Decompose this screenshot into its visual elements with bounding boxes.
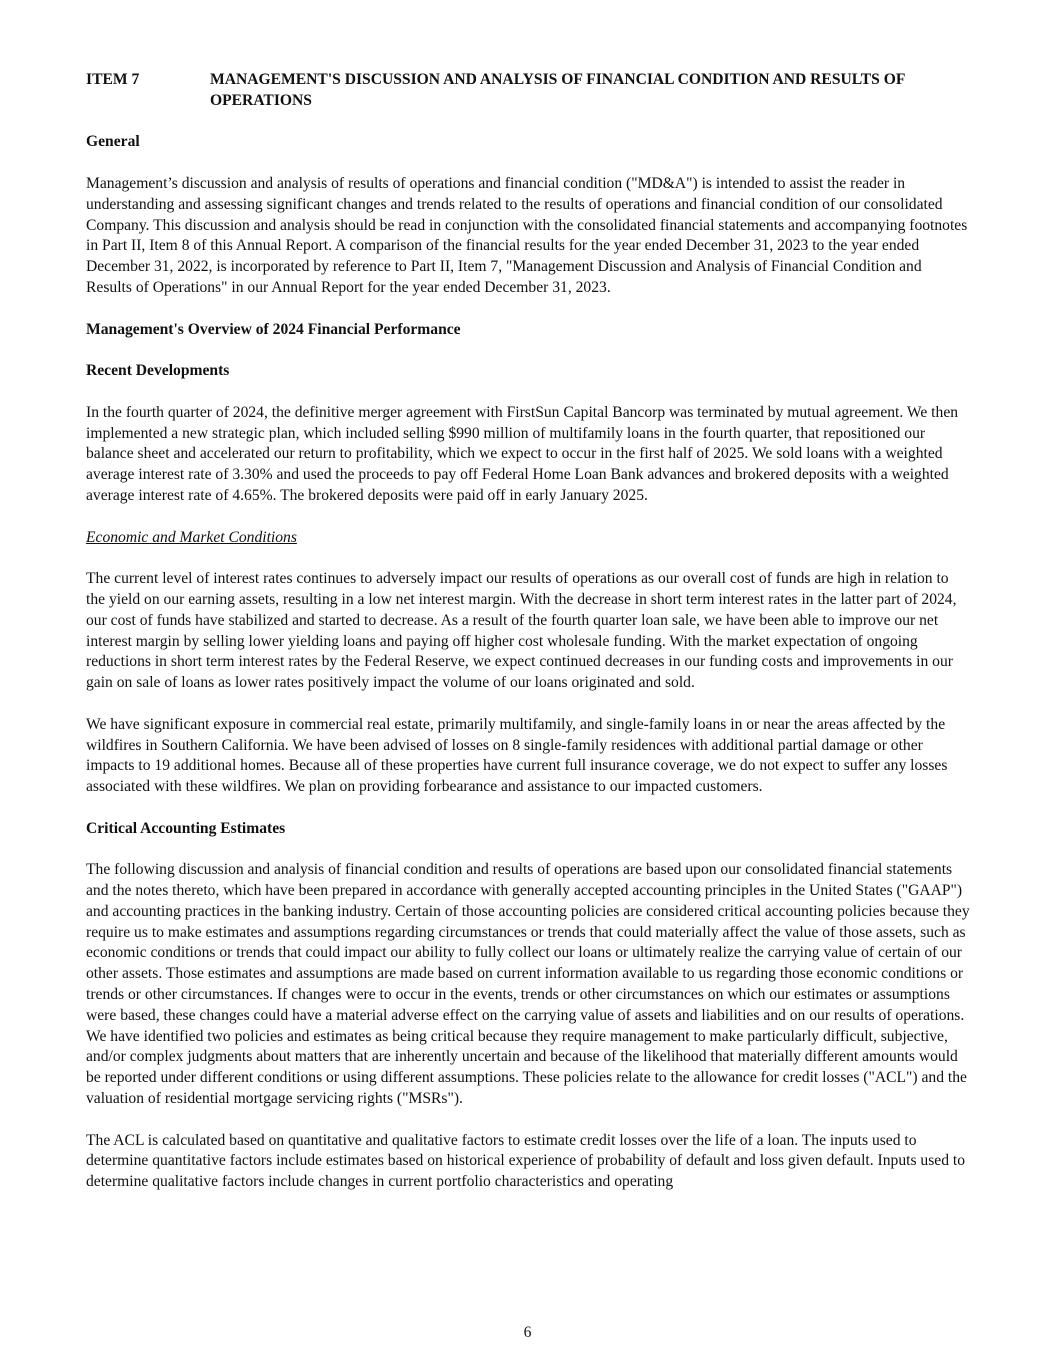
economic-conditions-paragraph-2: We have significant exposure in commercial real estate, primarily multifamily, and single-family loans in or near the areas affected by the wildfires in Southern California. We have been advised of losses on 8 single-family residences with additional partial damage or other impacts to 19 additional homes. Because all of these properties have current full insurance coverage, we do not expect to suffer any losses associated with these wildfires. We plan on providing forbearance and assistance to our impacted customers. [86,715,948,796]
general-paragraph: Management’s discussion and analysis of results of operations and financial condition ("MD&A") is intended to assist the reader in understanding and assessing significant changes and trends related to the results of operations and financial condition of our consolidated Company. This discussion and analysis should be read in conjunction with the consolidated financial statements and accompanying footnotes in Part II, Item 8 of this Annual Report. A comparison of the financial results for the year ended December 31, 2023 to the year ended December 31, 2022, is incorporated by reference to Part II, Item 7, "Management Discussion and Analysis of Financial Condition and Results of Operations" in our Annual Report for the year ended December 31, 2023. [86,174,968,296]
item-heading [86,70,971,112]
recent-developments-heading: Recent Developments [86,362,230,380]
item-number: ITEM 7 [86,71,140,88]
overview-heading: Management's Overview of 2024 Financial Performance [86,320,461,338]
document-page [86,70,971,1193]
general-heading: General [86,133,140,151]
critical-accounting-paragraph-2: The ACL is calculated based on quantitative and qualitative factors to estimate credit losses over the life of a loan. The inputs used to determine quantitative factors include estimates based on historical experience of probability of default and loss given default. Inputs used to determine qualitative factors include changes in current portfolio characteristics and operating [86,1131,966,1191]
item-title: MANAGEMENT'S DISCUSSION AND ANALYSIS OF FINANCIAL CONDITION AND RESULTS OF OPERATIONS [210,71,905,109]
economic-conditions-paragraph-1: The current level of interest rates continues to adversely impact our results of operations as our overall cost of funds are high in relation to the yield on our earning assets, resulting in a low net interest margin. With the decrease in short term interest rates in the latter part of 2024, our cost of funds have stabilized and started to decrease. As a result of the fourth quarter loan sale, we have been able to improve our net interest margin by selling lower yielding loans and paying off higher cost wholesale funding. With the market expectation of ongoing reductions in short term interest rates by the Federal Reserve, we expect continued decreases in our funding costs and improvements in our gain on sale of loans as lower rates positively impact the volume of our loans originated and sold. [86,570,957,692]
recent-developments-paragraph: In the fourth quarter of 2024, the definitive merger agreement with FirstSun Capital Bancorp was terminated by mutual agreement. We then implemented a new strategic plan, which included selling $990 million of multifamily loans in the fourth quarter, that repositioned our balance sheet and accelerated our return to profitability, which we expect to occur in the first half of 2025. We sold loans with a weighted average interest rate of 3.30% and used the proceeds to pay off Federal Home Loan Bank advances and brokered deposits with a weighted average interest rate of 4.65%. The brokered deposits were paid off in early January 2025. [86,403,959,504]
critical-accounting-paragraph-1: The following discussion and analysis of financial condition and results of operations are based upon our consolidated financial statements and the notes thereto, which have been prepared in accordance with generally accepted accounting principles in the United States ("GAAP") and accounting practices in the banking industry. Certain of those accounting policies are considered critical accounting policies because they require us to make estimates and assumptions regarding circumstances or trends that could materially affect the value of those assets, such as economic conditions or trends that could impact our ability to fully collect our loans or ultimately realize the carrying value of certain of our other assets. Those estimates and assumptions are made based on current information available to us regarding those economic conditions or trends or other circumstances. If changes were to occur in the events, trends or other circumstances on which our estimates or assumptions were based, these changes could have a material adverse effect on the carrying value of assets and liabilities and on our results of operations. We have identified two policies and estimates as being critical because they require management to make particularly difficult, subjective, and/or complex judgments about matters that are inherently uncertain and because of the likelihood that materially different amounts would be reported under different conditions or using different assumptions. These policies relate to the allowance for credit losses ("ACL") and the valuation of residential mortgage servicing rights ("MSRs"). [86,861,970,1108]
economic-conditions-heading: Economic and Market Conditions [86,528,297,546]
critical-accounting-heading: Critical Accounting Estimates [86,819,286,837]
page-number: 6 [523,1324,532,1341]
